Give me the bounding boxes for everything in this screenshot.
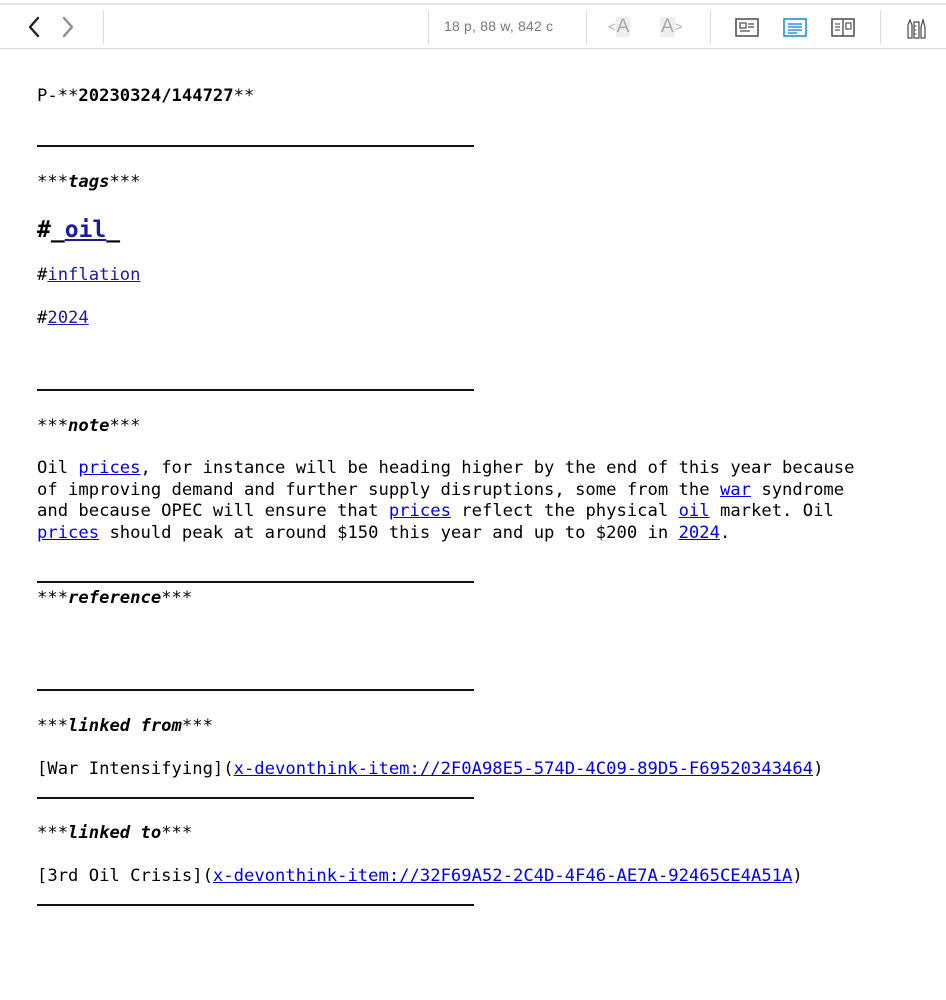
- link-title: [War Intensifying](: [37, 759, 234, 779]
- tag-2024: [37, 308, 89, 329]
- note-link-prices[interactable]: prices: [388, 501, 451, 521]
- back-button[interactable]: [22, 12, 46, 42]
- tag-underscore: _: [106, 217, 121, 243]
- split-view-icon: [830, 16, 856, 40]
- link-paren: ): [792, 866, 803, 886]
- heading-label: linked from: [68, 716, 182, 736]
- increase-font-button[interactable]: [660, 15, 682, 39]
- toolbar-divider: [586, 10, 587, 44]
- note-text: of improving demand and further supply disruptions, some from the: [37, 480, 720, 500]
- tag-hash: #: [37, 265, 48, 285]
- increase-font-icon: >: [674, 19, 683, 34]
- reference-heading: [37, 588, 192, 609]
- note-text: , for instance will be heading higher by the end of this year because: [140, 458, 855, 478]
- note-text: market. Oil: [709, 501, 834, 521]
- heading-stars: ***: [161, 588, 193, 608]
- tag-inflation: [37, 265, 141, 286]
- header-stars: **: [57, 86, 79, 106]
- heading-stars: ***: [37, 716, 69, 736]
- tag-underscore: _: [50, 217, 65, 243]
- decrease-font-label: A: [616, 16, 630, 37]
- note-text: .: [719, 523, 731, 543]
- chevron-left-icon: [27, 16, 41, 38]
- note-link-war[interactable]: war: [719, 480, 751, 500]
- toolbar: [0, 5, 946, 49]
- toolbar-divider: [428, 10, 429, 44]
- tools-button[interactable]: [904, 16, 930, 40]
- header-stars: **: [233, 86, 255, 106]
- heading-label: reference: [68, 588, 162, 608]
- note-text: and because OPEC will ensure that: [37, 501, 389, 521]
- heading-label: note: [68, 416, 110, 436]
- decrease-font-button[interactable]: [608, 15, 630, 39]
- heading-stars: ***: [109, 416, 141, 436]
- linked-from-item: [37, 759, 823, 780]
- tag-link-2024[interactable]: 2024: [47, 308, 89, 328]
- heading-stars: ***: [161, 823, 193, 843]
- document-stats: 18 p, 88 w, 842 c: [444, 18, 554, 34]
- heading-label: linked to: [68, 823, 162, 843]
- tag-hash: #: [37, 308, 48, 328]
- heading-stars: ***: [37, 416, 69, 436]
- note-heading: [37, 416, 141, 437]
- link-paren: ): [813, 759, 824, 779]
- linked-to-item: [37, 866, 803, 887]
- linked-from-url[interactable]: x-devonthink-item://2F0A98E5-574D-4C09-89D5-F69520343464: [233, 759, 814, 779]
- note-line: [37, 501, 834, 522]
- tag-link-inflation[interactable]: inflation: [47, 265, 141, 285]
- increase-font-label: A: [661, 16, 674, 37]
- tag-link-oil[interactable]: oil: [64, 217, 107, 243]
- note-link-prices[interactable]: prices: [78, 458, 141, 478]
- preview-view-icon: [734, 16, 760, 40]
- tags-heading: [37, 172, 141, 193]
- divider: [37, 389, 474, 391]
- linked-from-heading: [37, 716, 213, 737]
- heading-label: tags: [68, 172, 110, 192]
- linked-to-heading: [37, 823, 192, 844]
- preview-view-button[interactable]: [734, 16, 760, 40]
- note-link-2024[interactable]: 2024: [678, 523, 720, 543]
- toolbar-divider: [710, 10, 711, 44]
- decrease-font-icon: <: [608, 19, 616, 34]
- divider: [37, 145, 474, 147]
- note-line: [37, 480, 844, 501]
- divider: [37, 689, 474, 691]
- chevron-right-icon: [61, 16, 75, 38]
- split-view-button[interactable]: [830, 16, 856, 40]
- note-line: [37, 523, 730, 544]
- text-view-icon: [782, 16, 808, 40]
- note-line: [37, 458, 855, 479]
- document-header: [37, 86, 254, 107]
- heading-stars: ***: [109, 172, 141, 192]
- note-text: should peak at around $150 this year and up to $200 in: [99, 523, 679, 543]
- note-link-prices[interactable]: prices: [37, 523, 100, 543]
- note-link-oil[interactable]: oil: [678, 501, 710, 521]
- header-prefix: P-: [37, 86, 58, 106]
- heading-stars: ***: [181, 716, 213, 736]
- tag-hash: #: [37, 217, 51, 243]
- document-id: 20230324/144727: [78, 86, 234, 106]
- heading-stars: ***: [37, 823, 69, 843]
- tools-icon: [904, 16, 930, 42]
- toolbar-divider: [880, 10, 881, 44]
- link-title: [3rd Oil Crisis](: [37, 866, 213, 886]
- divider: [37, 797, 474, 799]
- note-text: reflect the physical: [450, 501, 679, 521]
- divider: [37, 904, 474, 906]
- toolbar-divider: [103, 10, 104, 44]
- note-text: Oil: [37, 458, 79, 478]
- note-text: syndrome: [751, 480, 845, 500]
- heading-stars: ***: [37, 172, 69, 192]
- linked-to-url[interactable]: x-devonthink-item://32F69A52-2C4D-4F46-AE7A-92465CE4A51A: [212, 866, 793, 886]
- text-view-button[interactable]: [782, 16, 808, 40]
- forward-button[interactable]: [56, 12, 80, 42]
- tag-oil: [37, 217, 120, 243]
- heading-stars: ***: [37, 588, 69, 608]
- divider: [37, 581, 474, 583]
